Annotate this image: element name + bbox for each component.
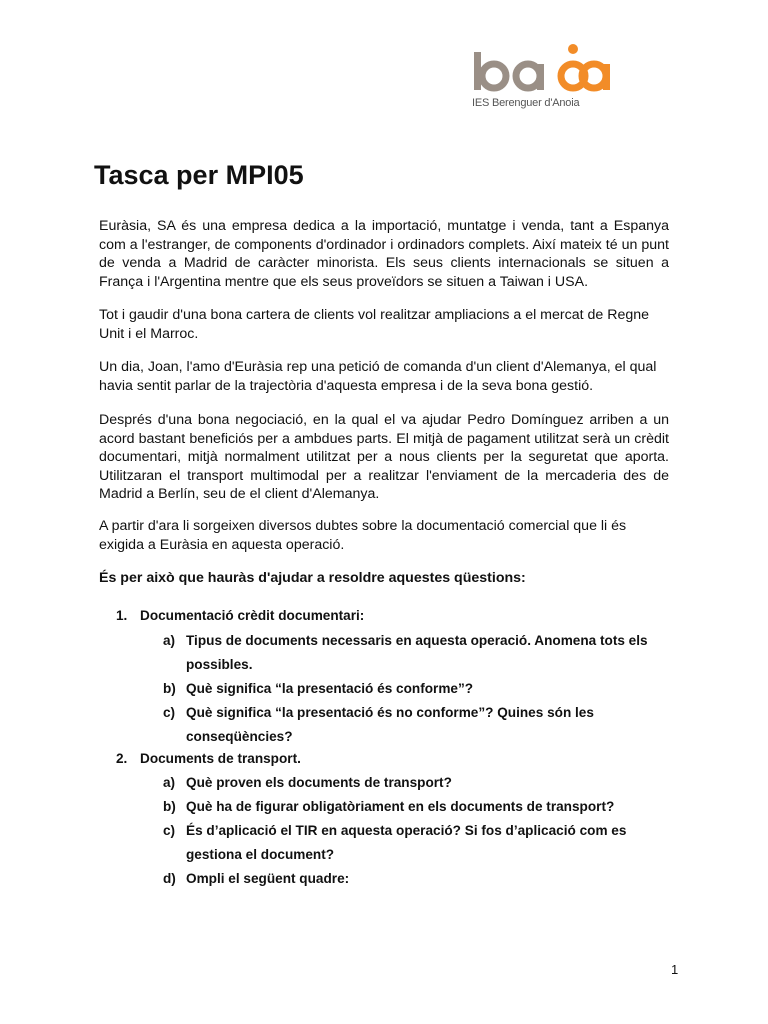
item-letter: a) — [163, 775, 176, 790]
logo-caption: IES Berenguer d'Anoia — [472, 97, 580, 109]
list-item — [0, 819, 768, 867]
item-letter: a) — [163, 633, 176, 648]
list-item — [0, 701, 768, 749]
page-title: Tasca per MPI05 — [94, 160, 304, 190]
list-item — [0, 795, 768, 819]
section-title: Documents de transport. — [140, 751, 301, 766]
page-number: 1 — [671, 962, 679, 977]
section-1 — [0, 604, 768, 628]
item-text: Què significa “la presentació és no conforme”? Quines són les conseqüències? — [186, 705, 594, 744]
paragraph-1: Euràsia, SA és una empresa dedica a la importació, muntatge i venda, tant a Espanya com a l'estranger, de components d'ordinador i ordinadors complets. Així mateix té un punt de venda a Madrid de caràcter minorista. Els seus clients internacionals se situen a França i l'Argentina mentre que els seus proveïdors se situen a Taiwan i USA. — [99, 218, 669, 290]
section-number: 2. — [116, 751, 128, 766]
section-2 — [0, 747, 768, 771]
item-text: Què ha de figurar obligatòriament en els documents de transport? — [186, 799, 615, 814]
paragraph-4: Després d'una bona negociació, en la qual el va ajudar Pedro Domínguez arriben a un acord bastant beneficiós per a ambdues parts. El mitjà de pagament utilitzat serà un crèdit documentari, mitjà normalment utilitzat per a nous clients per la seguretat que aporta. Utilitzaran el transport multimodal per a realitzar l'enviament de la mercaderia des de Madrid a Berlín, seu de el client d'Alemanya. — [99, 412, 669, 502]
logo-mark-icon — [470, 42, 615, 97]
list-item — [0, 629, 768, 677]
item-text: Tipus de documents necessaris en aquesta operació. Anomena tots els possibles. — [186, 633, 648, 672]
paragraph-5: A partir d'ara li sorgeixen diversos dubtes sobre la documentació comercial que li és exigida a Euràsia en aquesta operació. — [99, 518, 627, 553]
paragraph-3: Un dia, Joan, l'amo d'Euràsia rep una petició de comanda d'un client d'Alemanya, el qual havia sentit parlar de la trajectòria d'aquesta empresa i de la seva bona gestió. — [99, 359, 657, 394]
list-item — [0, 677, 768, 701]
item-letter: d) — [163, 871, 176, 886]
school-logo — [470, 42, 615, 112]
section-number: 1. — [116, 608, 128, 623]
item-letter: b) — [163, 681, 176, 696]
item-text: Què significa “la presentació és conforme”? — [186, 681, 474, 696]
list-item — [0, 867, 768, 891]
item-letter: c) — [163, 705, 176, 720]
item-text: Què proven els documents de transport? — [186, 775, 452, 790]
item-text: És d’aplicació el TIR en aquesta operació? Si fos d’aplicació com es gestiona el document? — [186, 823, 627, 862]
questions-intro: És per això que hauràs d'ajudar a resoldre aquestes qüestions: — [99, 570, 526, 586]
list-item — [0, 771, 768, 795]
section-title: Documentació crèdit documentari: — [140, 608, 365, 623]
item-text: Ompli el següent quadre: — [186, 871, 350, 886]
item-letter: b) — [163, 799, 176, 814]
paragraph-2: Tot i gaudir d'una bona cartera de clients vol realitzar ampliacions a el mercat de Regne Unit i el Marroc. — [99, 307, 650, 342]
item-letter: c) — [163, 823, 176, 838]
